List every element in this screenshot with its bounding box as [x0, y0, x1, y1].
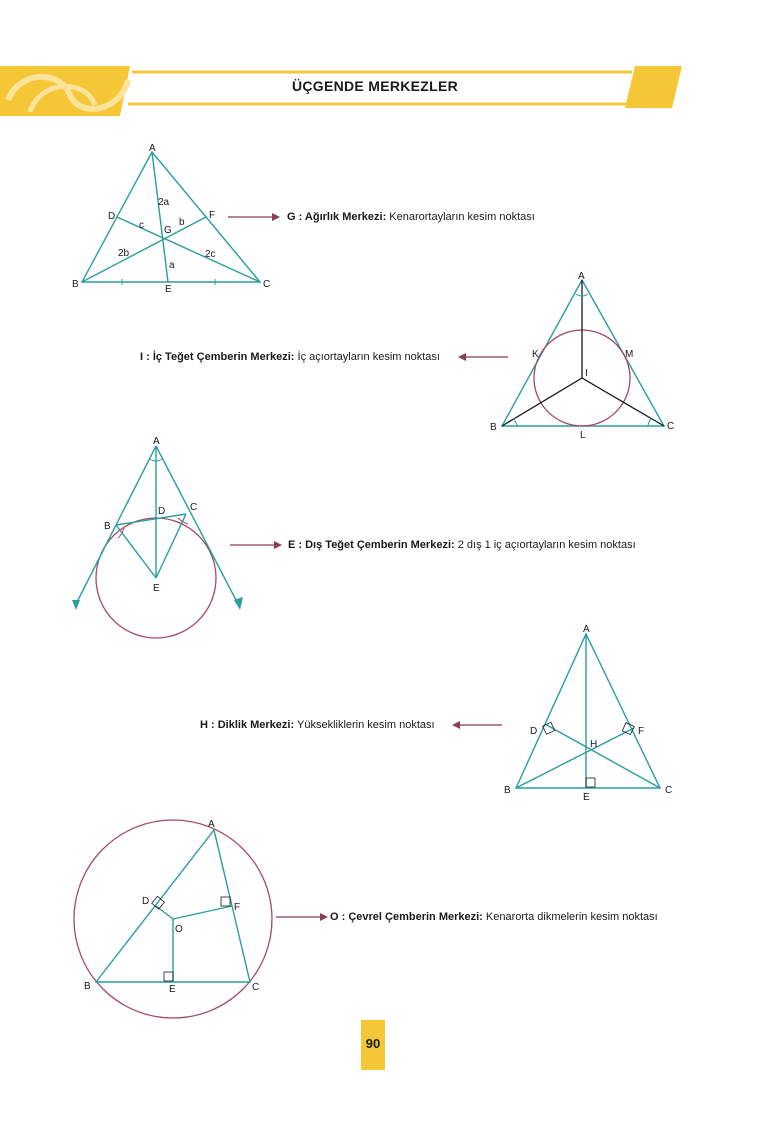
label-A: A [583, 624, 590, 635]
label-F: F [638, 726, 645, 737]
centroid-description [287, 211, 535, 223]
label-c: c [139, 220, 144, 231]
label-2a: 2a [158, 197, 170, 208]
label-b: b [179, 217, 185, 228]
label-H: H [590, 739, 598, 750]
orthocenter-term: H : Diklik Merkezi: [200, 719, 295, 731]
circumcenter-term: O : Çevrel Çemberin Merkezi: [330, 911, 483, 923]
label-K: K [532, 349, 539, 360]
label-L: L [580, 430, 586, 441]
label-A: A [208, 819, 215, 830]
label-2b: 2b [118, 248, 130, 259]
label-B: B [84, 981, 91, 992]
label-B: B [72, 279, 79, 290]
circumcenter-diagram [68, 814, 280, 1024]
incenter-text: İç açıortayların kesim noktası [297, 351, 440, 363]
excenter-diagram [66, 432, 256, 646]
circumcenter-description [330, 911, 658, 923]
orthocenter-description [200, 719, 435, 731]
label-O: O [175, 924, 183, 935]
incenter-description [140, 351, 440, 363]
incenter-term: I : İç Teğet Çemberin Merkezi: [140, 351, 295, 363]
page-title: ÜÇGENDE MERKEZLER [291, 78, 459, 94]
label-G: G [164, 225, 172, 236]
label-C: C [665, 785, 673, 796]
orthocenter-diagram [500, 620, 690, 805]
label-B: B [490, 422, 497, 433]
header-banner [0, 0, 760, 130]
excenter-description [288, 539, 636, 551]
label-D: D [158, 506, 166, 517]
label-C: C [263, 279, 271, 290]
arrow-right-icon [230, 538, 282, 552]
label-E: E [153, 583, 160, 594]
circumcenter-text: Kenarorta dikmelerin kesim noktası [485, 911, 658, 923]
arrow-left-icon [452, 718, 502, 732]
label-B: B [104, 521, 111, 532]
label-A: A [153, 436, 160, 447]
arrow-right-icon [276, 910, 328, 924]
label-A: A [578, 271, 585, 282]
label-E: E [169, 984, 176, 995]
page-number-badge [361, 1020, 385, 1070]
orthocenter-text: Yüksekliklerin kesim noktası [297, 719, 435, 731]
label-C: C [667, 421, 675, 432]
label-F: F [209, 210, 216, 221]
excenter-text: 2 dış 1 iç açıortayların kesim noktası [457, 539, 636, 551]
label-I: I [585, 368, 588, 379]
centroid-term: G : Ağırlık Merkezi: [287, 211, 387, 223]
label-a: a [169, 260, 175, 271]
label-C: C [190, 502, 198, 513]
label-2c: 2c [205, 249, 216, 260]
label-D: D [142, 896, 150, 907]
excenter-term: E : Dış Teğet Çemberin Merkezi: [288, 539, 455, 551]
label-C: C [252, 982, 260, 993]
page-number: 90 [365, 1036, 381, 1051]
label-M: M [625, 349, 634, 360]
label-B: B [504, 785, 511, 796]
label-E: E [583, 792, 590, 803]
label-D: D [530, 726, 538, 737]
incenter-diagram [486, 268, 686, 443]
label-D: D [108, 211, 116, 222]
arrow-right-icon [228, 210, 280, 224]
label-E: E [165, 284, 172, 295]
label-A: A [149, 143, 156, 154]
centroid-text: Kenarortayların kesim noktası [389, 211, 535, 223]
label-F: F [234, 902, 241, 913]
